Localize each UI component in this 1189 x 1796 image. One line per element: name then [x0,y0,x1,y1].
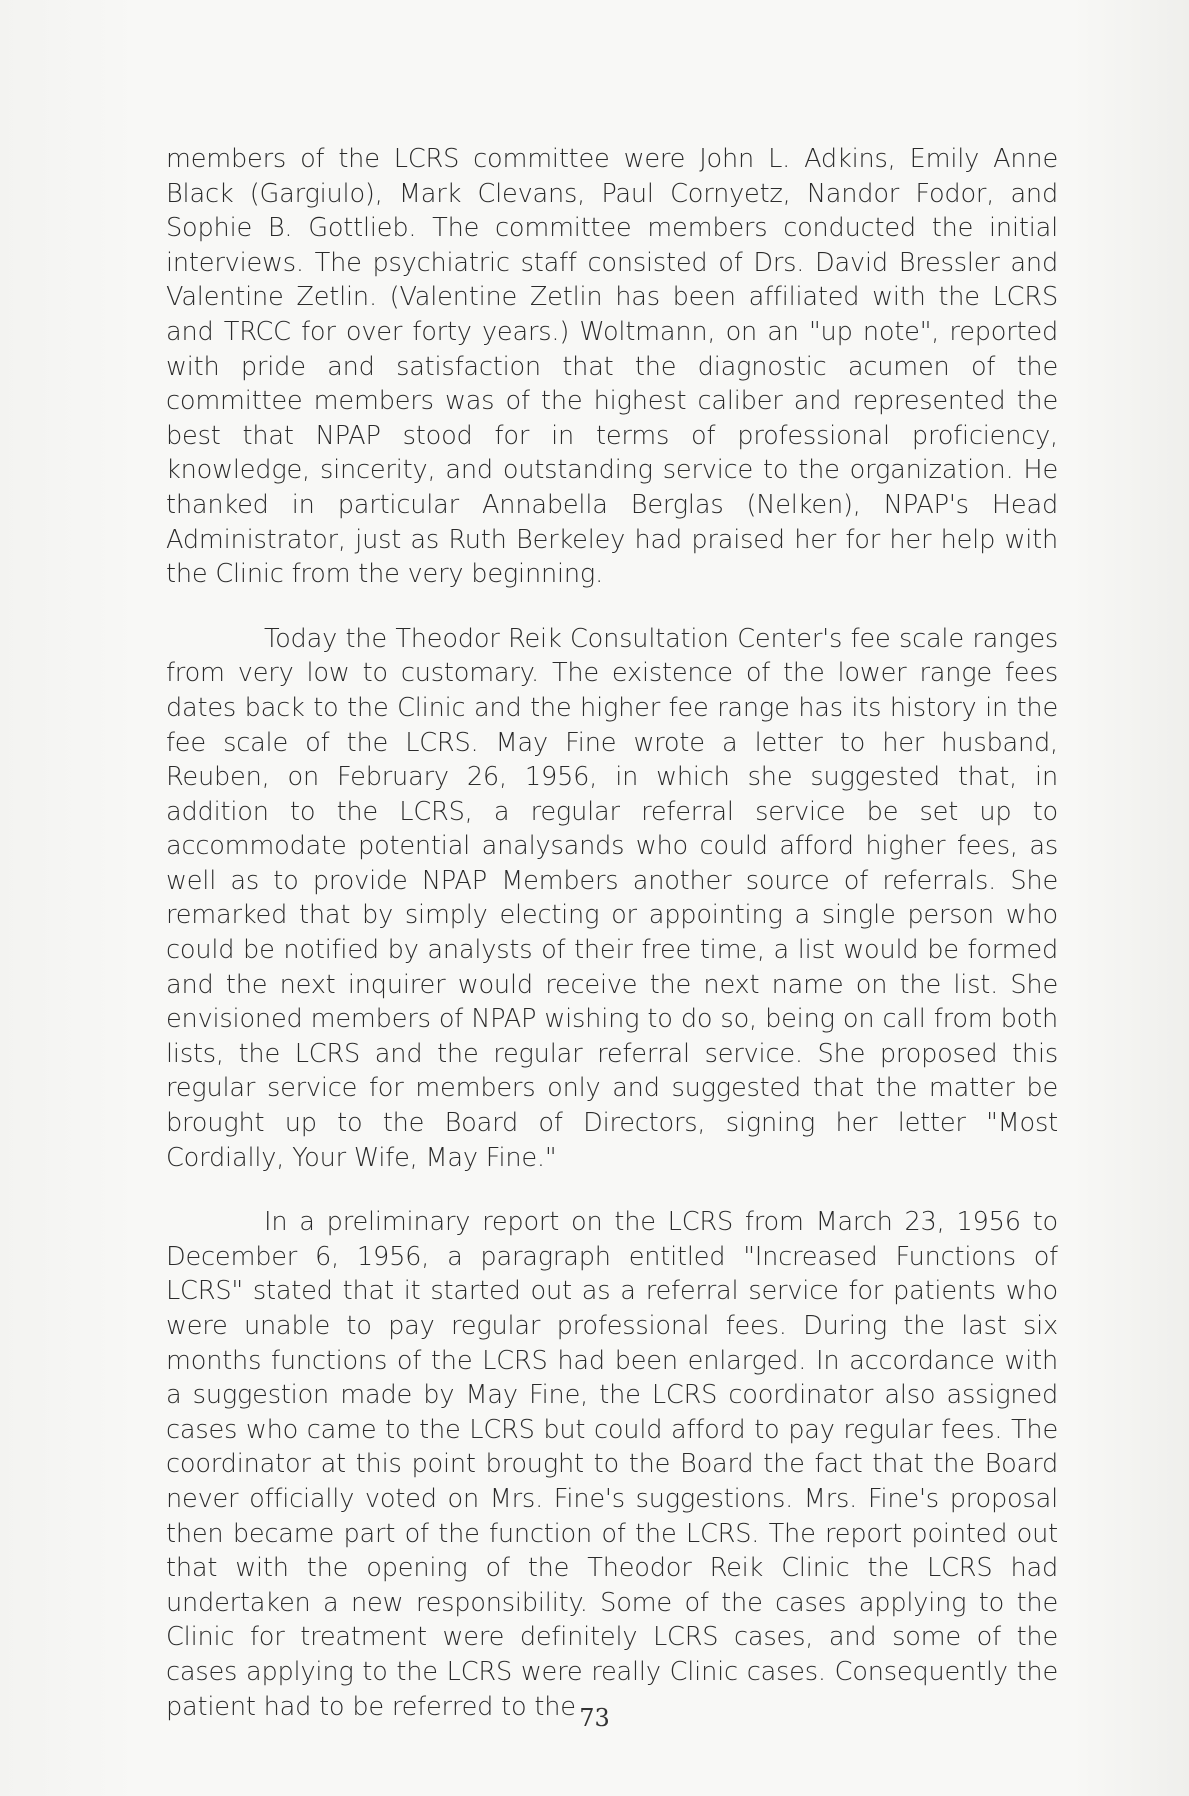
paragraph-1: members of the LCRS committee were John L. Adkins, Emily Anne Black (Gargiulo), Mark Clevans, Paul Cornyetz, Nandor Fodor, and Sophie B. Gottlieb. The committee members conducted the initial interviews. The psychiatric staff consisted of Drs. David Bressler and Valentine Zetlin. (Valentine Zetlin has been affiliated with the LCRS and TRCC for over forty years.) Woltmann, on an "up note", reported with pride and satisfaction that the diagnostic acumen of the committee members was of the highest caliber and represented the best that NPAP stood for in terms of professional proficiency, knowledge, sincerity, and outstanding service to the organization. He thanked in particular Annabella Berglas (Nelken), NPAP's Head Administrator, just as Ruth Berkeley had praised her for her help with the Clinic from the very beginning. [166,144,1058,590]
body-text [166,142,1058,1724]
page-number: 73 [579,1704,610,1732]
paragraph-2: Today the Theodor Reik Consultation Center's fee scale ranges from very low to customary. The existence of the lower range fees dates back to the Clinic and the higher fee range has its history in the fee scale of the LCRS. May Fine wrote a letter to her husband, Reuben, on February 26, 1956, in which she suggested that, in addition to the LCRS, a regular referral service be set up to accommodate potential analysands who could afford higher fees, as well as to provide NPAP Members another source of referrals. She remarked that by simply electing or appointing a single person who could be notified by analysts of their free time, a list would be formed and the next inquirer would receive the next name on the list. She envisioned members of NPAP wishing to do so, being on call from both lists, the LCRS and the regular referral service. She proposed this regular service for members only and suggested that the matter be brought up to the Board of Directors, signing her letter "Most Cordially, Your Wife, May Fine." [166,623,1058,1173]
paragraph-3: In a preliminary report on the LCRS from March 23, 1956 to December 6, 1956, a paragraph entitled "Increased Functions of LCRS" stated that it started out as a referral service for patients who were unable to pay regular professional fees. During the last six months functions of the LCRS had been enlarged. In accordance with a suggestion made by May Fine, the LCRS coordinator also assigned cases who came to the LCRS but could afford to pay regular fees. The coordinator at this point brought to the Board the fact that the Board never officially voted on Mrs. Fine's suggestions. Mrs. Fine's proposal then became part of the function of the LCRS. The report pointed out that with the opening of the Theodor Reik Clinic the LCRS had undertaken a new responsibility. Some of the cases applying to the Clinic for treatment were definitely LCRS cases, and some of the cases applying to the LCRS were really Clinic cases. Consequently the patient had to be referred to the [166,1207,1058,1722]
